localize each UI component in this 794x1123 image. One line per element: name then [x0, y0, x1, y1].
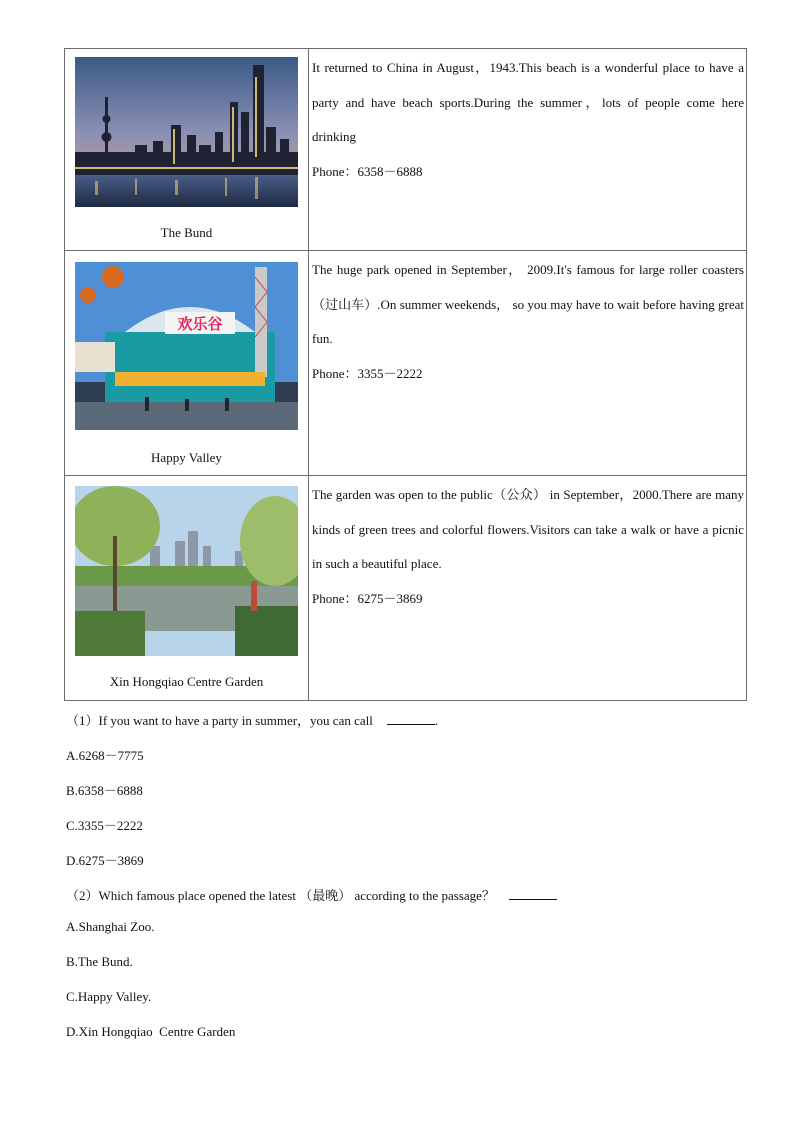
amusement-park-photo: [75, 262, 298, 430]
description-text: It returned to China in August，1943.This beach is a wonderful place to have a party and have beach sports.During the summer，lots of people come here drinking: [312, 60, 744, 144]
description-text: The huge park opened in September， 2009.It's famous for large roller coasters （过山车）.On summer weekends， so you may have to wait before having great fun.: [312, 262, 744, 346]
option-d: D.6275－3869: [66, 853, 144, 868]
places-table: [64, 48, 747, 701]
phone-text: Phone：6358－6888: [312, 163, 423, 179]
phone-text: Phone：6275－3869: [312, 590, 423, 606]
garden-lake-photo: [75, 486, 298, 656]
question-stem: （2）Which famous place opened the latest （最晚） according to the passage？: [66, 888, 495, 903]
question-2: [66, 885, 557, 904]
table-row: [65, 49, 747, 251]
option-b: B.6358－6888: [66, 783, 143, 798]
description-cell: [309, 251, 747, 476]
place-caption: Xin Hongqiao Centre Garden: [109, 674, 264, 689]
image-cell: [65, 251, 309, 476]
park-sign: 欢乐谷: [177, 315, 223, 333]
city-skyline-photo: [75, 57, 298, 207]
option-d: D.Xin Hongqiao Centre Garden: [66, 1024, 236, 1039]
place-description: [309, 49, 746, 189]
table-row: [65, 476, 747, 701]
option-c: C.Happy Valley.: [66, 989, 152, 1004]
option-c: C.3355－2222: [66, 818, 143, 833]
image-cell: [65, 476, 309, 701]
question-1: [66, 710, 438, 729]
description-cell: [309, 476, 747, 701]
place-description: [309, 476, 746, 616]
option-b: B.The Bund.: [66, 954, 133, 969]
description-cell: [309, 49, 747, 251]
answer-blank[interactable]: [509, 887, 557, 900]
option-a: A.6268－7775: [66, 748, 144, 763]
table-row: [65, 251, 747, 476]
place-caption: Happy Valley: [151, 450, 222, 465]
place-caption: The Bund: [160, 225, 213, 240]
description-text: The garden was open to the public（公众） in September，2000.There are many kinds of green trees and colorful flowers.Visitors can take a walk or have a picnic in such a beautiful place.: [312, 487, 744, 571]
answer-blank[interactable]: [387, 712, 435, 725]
question-stem: （1）If you want to have a party in summer，you can call: [66, 713, 373, 728]
phone-text: Phone：3355－2222: [312, 365, 423, 381]
option-a: A.Shanghai Zoo.: [66, 919, 155, 934]
place-description: [309, 251, 746, 391]
image-cell: [65, 49, 309, 251]
question-end: .: [434, 713, 439, 728]
